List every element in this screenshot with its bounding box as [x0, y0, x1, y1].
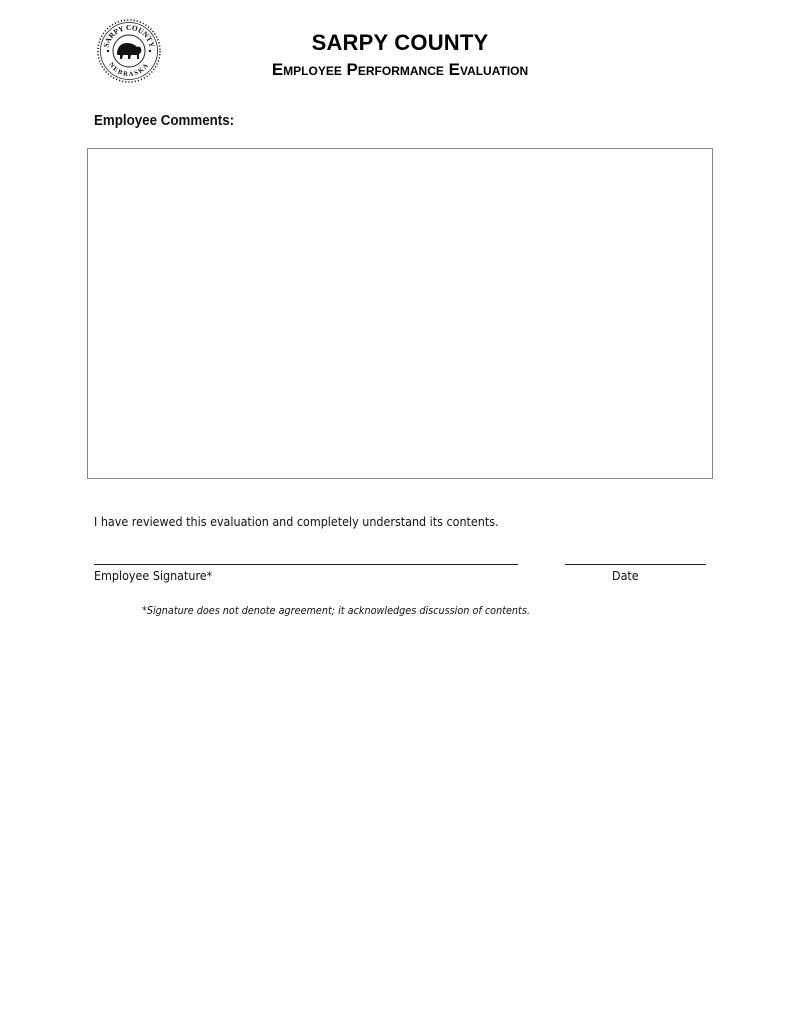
- page-title: SARPY COUNTY: [311, 30, 489, 55]
- employee-comments-field[interactable]: [87, 148, 713, 479]
- county-seal-icon: [96, 18, 162, 84]
- seal-bottom-text: NEBRASKA: [107, 61, 151, 79]
- svg-text:NEBRASKA: [107, 61, 151, 78]
- seal-top-text: SARPY COUNTY: [101, 22, 157, 49]
- acknowledgement-statement: I have reviewed this evaluation and completely understand its contents.: [94, 515, 499, 529]
- employee-comments-label: Employee Comments:: [94, 113, 235, 129]
- footnote-text: Signature does not denote agreement; it acknowledges discussion of contents.: [146, 605, 530, 617]
- date-line[interactable]: [565, 564, 706, 565]
- page-subtitle: Employee Performance Evaluation: [271, 60, 529, 79]
- employee-signature-label: Employee Signature*: [94, 569, 213, 583]
- signature-footnote: [142, 605, 530, 617]
- employee-signature-line[interactable]: [94, 564, 518, 565]
- footnote-marker: *: [142, 605, 147, 617]
- date-label: Date: [612, 569, 639, 583]
